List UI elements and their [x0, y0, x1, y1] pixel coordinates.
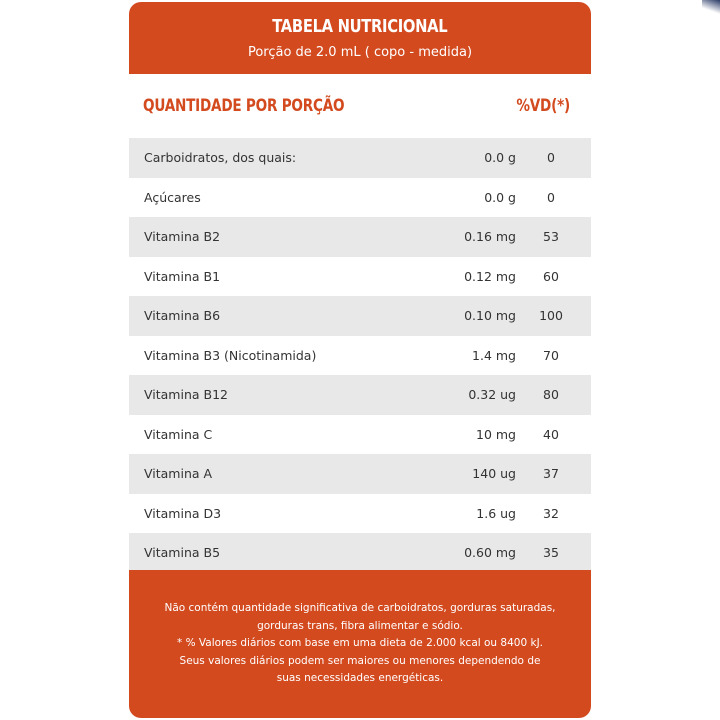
table-row: [129, 296, 591, 336]
nutrient-name: Vitamina D3: [144, 505, 222, 521]
table-row: [129, 533, 591, 573]
column-header: [129, 74, 591, 138]
nutrition-table: [129, 2, 591, 718]
footer-line: Seus valores diários podem ser maiores ou menores dependendo de: [179, 654, 541, 667]
serving-size: Porção de 2.0 mL ( copo - medida): [247, 45, 473, 60]
footer-line: * % Valores diários com base em uma dieta de 2.000 kcal ou 8400 kJ.: [176, 637, 544, 650]
table-row: [129, 454, 591, 494]
nutrient-amount: 140 ug: [472, 466, 516, 482]
corner-accent: [702, 0, 720, 14]
nutrient-name: Vitamina B6: [144, 308, 221, 324]
nutrient-vd: 32: [543, 505, 559, 521]
footer-line: gorduras trans, fibra alimentar e sódio.: [257, 619, 463, 632]
nutrient-vd: 60: [543, 268, 559, 284]
table-row: [129, 138, 591, 178]
table-row: [129, 178, 591, 218]
table-row: [129, 375, 591, 415]
nutrient-amount: 0.12 mg: [464, 268, 516, 284]
nutrient-amount: 1.6 ug: [476, 505, 516, 521]
table-row: [129, 494, 591, 534]
table-header: [129, 2, 591, 74]
quantity-column-label: QUANTIDADE POR PORÇÃO: [143, 96, 345, 116]
nutrient-amount: 0.0 g: [484, 189, 516, 205]
nutrient-name: Vitamina B5: [144, 545, 221, 561]
table-title: TABELA NUTRICIONAL: [272, 16, 448, 37]
nutrient-vd: 53: [543, 229, 559, 245]
nutrient-vd: 40: [543, 426, 559, 442]
nutrient-amount: 0.32 ug: [468, 387, 516, 403]
table-footer: [129, 570, 591, 718]
vd-column-label: %VD(*): [516, 96, 570, 116]
nutrient-name: Vitamina B2: [144, 229, 221, 245]
table-row: [129, 217, 591, 257]
nutrient-name: Açúcares: [144, 189, 201, 205]
table-row: [129, 257, 591, 297]
nutrient-amount: 1.4 mg: [472, 347, 516, 363]
nutrient-name: Carboidratos, dos quais:: [144, 150, 297, 166]
nutrient-vd: 70: [543, 347, 559, 363]
footer-line: Não contém quantidade significativa de carboidratos, gorduras saturadas,: [164, 602, 556, 615]
nutrient-vd: 0: [547, 150, 555, 166]
nutrient-vd: 35: [543, 545, 559, 561]
nutrient-rows: [129, 138, 591, 573]
nutrient-name: Vitamina B3 (Nicotinamida): [144, 347, 317, 363]
nutrient-amount: 0.16 mg: [464, 229, 516, 245]
nutrient-amount: 0.0 g: [484, 150, 516, 166]
nutrient-name: Vitamina A: [144, 466, 213, 482]
table-row: [129, 415, 591, 455]
nutrient-amount: 0.60 mg: [464, 545, 516, 561]
nutrient-amount: 10 mg: [476, 426, 516, 442]
nutrient-name: Vitamina C: [144, 426, 213, 442]
table-row: [129, 336, 591, 376]
nutrient-vd: 100: [539, 308, 563, 324]
nutrient-vd: 80: [543, 387, 559, 403]
nutrient-vd: 0: [547, 189, 555, 205]
nutrient-amount: 0.10 mg: [464, 308, 516, 324]
nutrient-vd: 37: [543, 466, 559, 482]
nutrient-name: Vitamina B1: [144, 268, 221, 284]
nutrient-name: Vitamina B12: [144, 387, 228, 403]
footer-line: suas necessidades energéticas.: [276, 672, 444, 685]
